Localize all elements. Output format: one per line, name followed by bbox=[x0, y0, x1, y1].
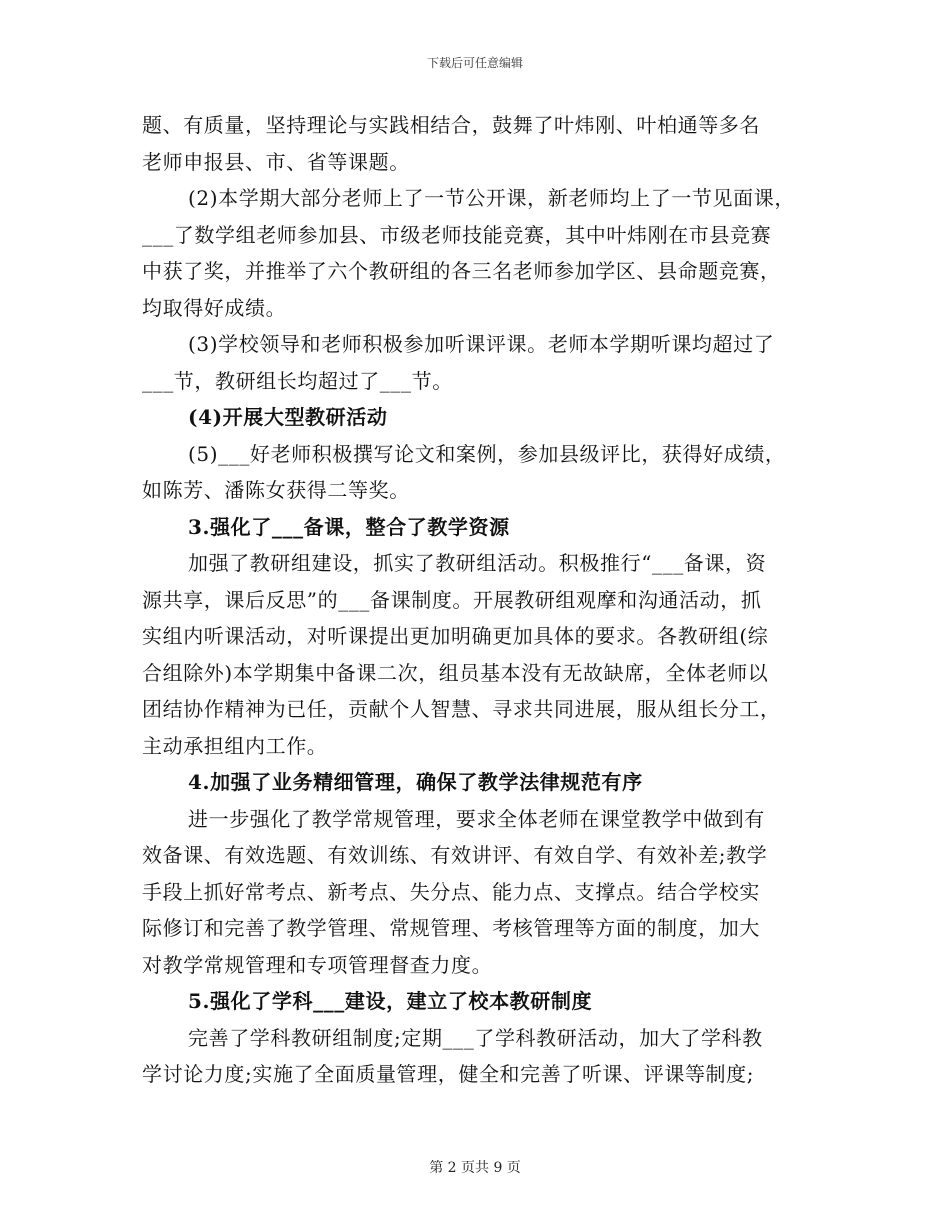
paragraph-line: 完善了学科教研组制度;定期___了学科教研活动，加大了学科教 bbox=[188, 1025, 763, 1050]
paragraph-line: 际修订和完善了教学管理、常规管理、考核管理等方面的制度，加大 bbox=[142, 916, 760, 940]
paragraph-line: 学讨论力度;实施了全面质量管理，健全和完善了听课、评课等制度; bbox=[142, 1062, 755, 1086]
paragraph-line: ___节，教研组长均超过了___节。 bbox=[142, 368, 453, 393]
page-header: 下载后可任意编辑 bbox=[426, 56, 523, 70]
paragraph-line: 加强了教研组建设，抓实了教研组活动。积极推行“___备课，资 bbox=[188, 551, 767, 575]
subheading: (4)开展大型教研活动 bbox=[188, 405, 388, 429]
paragraph-line: 效备课、有效选题、有效训练、有效讲评、有效自学、有效补差;教学 bbox=[142, 843, 768, 867]
paragraph-line: 如陈芳、潘陈女获得二等奖。 bbox=[142, 478, 410, 502]
paragraph-line: 团结协作精神为已任，贡献个人智慧、寻求共同进展，服从组长分工， bbox=[142, 697, 781, 721]
paragraph-line: (3)学校领导和老师积极参加听课评课。老师本学期听课均超过了 bbox=[188, 332, 775, 356]
section-heading: 3.强化了___备课，整合了教学资源 bbox=[188, 514, 510, 539]
paragraph-line: 题、有质量，坚持理论与实践相结合，鼓舞了叶炜刚、叶柏通等多名 bbox=[142, 113, 760, 137]
paragraph-line: 源共享，课后反思”的___备课制度。开展教研组观摩和沟通活动，抓 bbox=[142, 587, 762, 612]
page-footer: 第 2 页共 9 页 bbox=[429, 1160, 521, 1176]
paragraph-line: (2)本学期大部分老师上了一节公开课，新老师均上了一节见面课， bbox=[188, 186, 795, 210]
section-heading: 5.强化了学科___建设，建立了校本教研制度 bbox=[188, 989, 593, 1013]
paragraph-line: 中获了奖，并推举了六个教研组的各三名老师参加学区、县命题竞赛， bbox=[142, 259, 781, 283]
paragraph-line: 实组内听课活动，对听课提出更加明确更加具体的要求。各教研组(综 bbox=[142, 624, 769, 648]
paragraph-line: 主动承担组内工作。 bbox=[142, 733, 328, 758]
document-body bbox=[142, 107, 812, 1093]
paragraph-line: 对教学常规管理和专项管理督查力度。 bbox=[142, 952, 493, 977]
paragraph-line: (5)___好老师积极撰写论文和案例，参加县级评比，获得好成绩， bbox=[188, 441, 786, 466]
paragraph-line: 老师申报县、市、省等课题。 bbox=[142, 149, 410, 174]
paragraph-line: 手段上抓好常考点、新考点、失分点、能力点、支撑点。结合学校实 bbox=[142, 879, 760, 904]
section-heading: 4.加强了业务精细管理，确保了教学法律规范有序 bbox=[188, 770, 643, 794]
paragraph-line: 合组除外)本学期集中备课二次，组员基本没有无故缺席，全体老师以 bbox=[142, 660, 769, 685]
paragraph-line: 进一步强化了教学常规管理，要求全体老师在课堂教学中做到有 bbox=[188, 806, 765, 831]
paragraph-line: 均取得好成绩。 bbox=[142, 295, 287, 320]
paragraph-line: ___了数学组老师参加县、市级老师技能竞赛，其中叶炜刚在市县竞赛 bbox=[142, 222, 772, 247]
